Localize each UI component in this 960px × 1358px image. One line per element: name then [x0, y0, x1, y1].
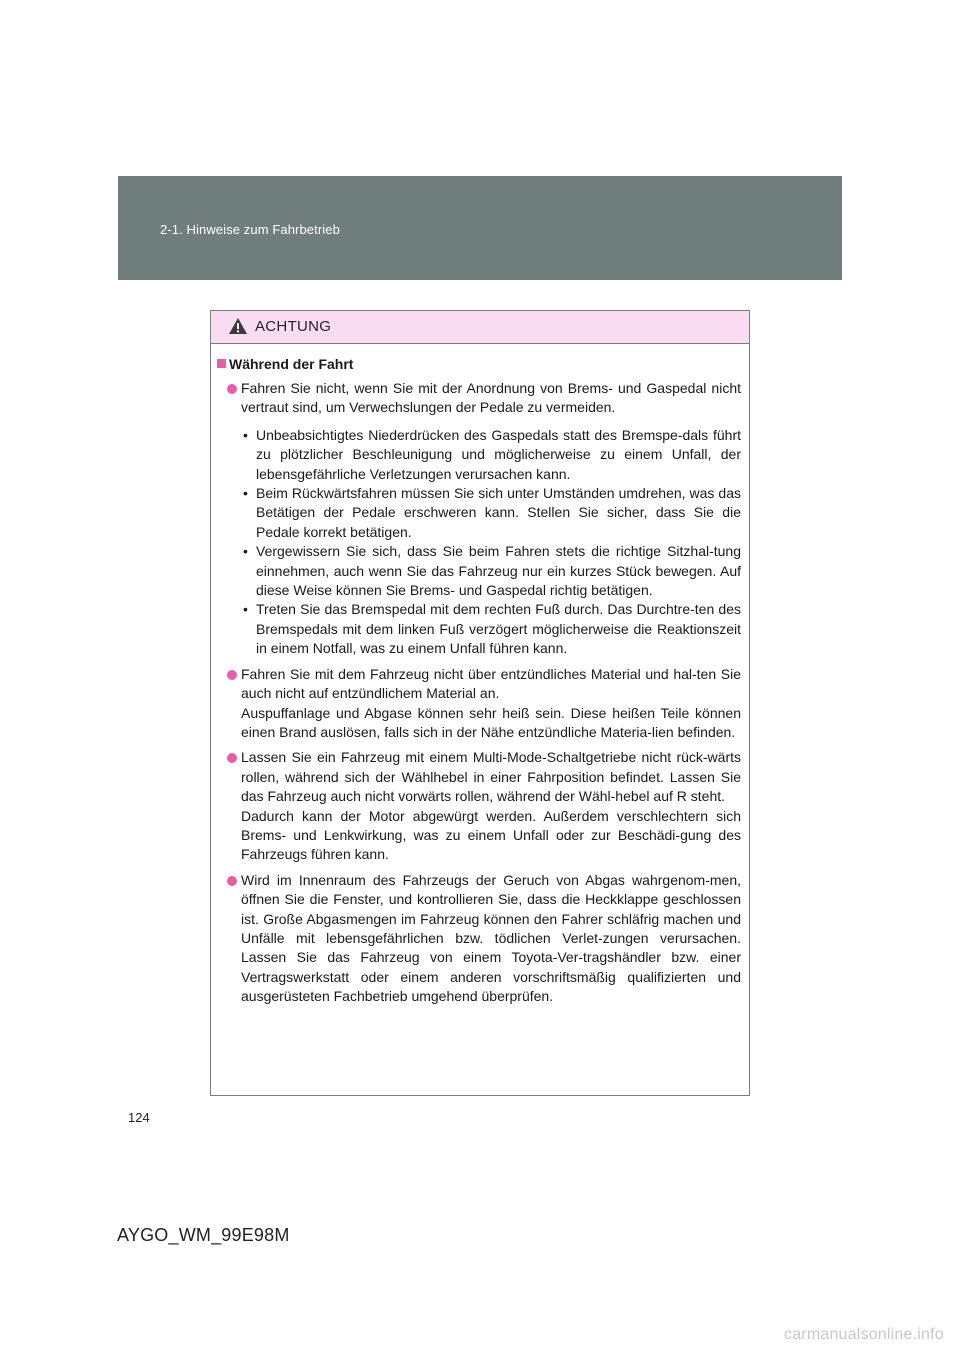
warning-point	[217, 748, 741, 864]
sub-list-item	[241, 426, 741, 484]
sub-item-text: Treten Sie das Bremspedal mit dem rechten Fuß durch. Das Durchtre-ten des Bremspedals mit dem linken Fuß verzögert möglicherweise die Reaktionszeit in einem Notfall, was zu einem Unfall führen kann.	[256, 601, 741, 657]
small-bullet-icon: •	[243, 485, 248, 502]
small-bullet-icon: •	[243, 543, 248, 560]
sub-list-item	[241, 542, 741, 600]
warning-point	[217, 379, 741, 659]
section-title: 2-1. Hinweise zum Fahrbetrieb	[160, 222, 340, 237]
warning-point	[217, 665, 741, 743]
sub-list	[241, 426, 741, 659]
point-paragraph: Fahren Sie mit dem Fahrzeug nicht über entzündliches Material und hal-ten Sie auch nicht auf entzündlichem Material an.	[241, 665, 741, 702]
warning-subheading	[217, 354, 741, 374]
point-paragraph: Auspuffanlage und Abgase können sehr heiß sein. Diese heißen Teile können einen Brand auslösen, falls sich in der Nähe entzündliche Materia-lien befinden.	[241, 704, 741, 740]
warning-body	[211, 344, 749, 1007]
warning-label: ACHTUNG	[255, 318, 332, 335]
point-paragraph: Dadurch kann der Motor abgewürgt werden. Außerdem verschlechtern sich Brems- und Lenkwirkung, was zu einem Unfall oder zur Beschädi-gung des Fahrzeugs führen kann.	[241, 807, 741, 863]
document-code: AYGO_WM_99E98M	[117, 1225, 290, 1245]
sub-item-text: Vergewissern Sie sich, dass Sie beim Fahren stets die richtige Sitzhal-tung einnehmen, auch wenn Sie das Fahrzeug nur ein kurzes Stück bewegen. Auf diese Weise können Sie Brems- und Gaspedal richtig betätigen.	[256, 543, 741, 599]
circle-bullet-icon	[227, 670, 237, 680]
warning-point	[217, 871, 741, 1007]
page-number: 124	[128, 1110, 150, 1125]
subheading-text: Während der Fahrt	[229, 356, 354, 372]
point-paragraph: Wird im Innenraum des Fahrzeugs der Geruch von Abgas wahrgenom-men, öffnen Sie die Fenster, und kontrollieren Sie, dass die Heckklappe geschlossen ist. Große Abgasmengen im Fahrzeug können den Fahrer schläfrig machen und Unfälle mit lebensgefährlichen bzw. tödlichen Verlet-zungen verursachen. Lassen Sie das Fahrzeug von einem Toyota-Ver-tragshändler bzw. einer Vertragswerkstatt oder einem anderen vorschriftsmäßig qualifizierten und ausgerüsteten Fachbetrieb umgehend überprüfen.	[241, 871, 741, 1005]
small-bullet-icon: •	[243, 426, 248, 443]
sub-item-text: Unbeabsichtigtes Niederdrücken des Gaspedals statt des Bremspe-dals führt zu plötzlicher Beschleunigung und möglicherweise zu einem Unfall, der lebensgefährliche Verletzungen verursachen kann.	[256, 426, 741, 482]
sub-list-item	[241, 600, 741, 658]
circle-bullet-icon	[227, 876, 237, 886]
point-paragraph: Lassen Sie ein Fahrzeug mit einem Multi-Mode-Schaltgetriebe nicht rück-wärts rollen, während sich der Wählhebel in einer Fahrposition befindet. Lassen Sie das Fahrzeug auch nicht vorwärts rollen, während der Wähl-hebel auf R steht.	[241, 749, 741, 805]
square-bullet-icon	[217, 359, 226, 368]
section-header-band	[118, 176, 842, 280]
sub-item-text: Beim Rückwärtsfahren müssen Sie sich unter Umständen umdrehen, was das Betätigen der Pedale erschweren kann. Stellen Sie sicher, dass Sie die Pedale korrekt betätigen.	[256, 485, 741, 540]
watermark: carmanualsonline.info	[784, 1326, 944, 1343]
warning-triangle-icon	[228, 317, 248, 335]
sub-list-item	[241, 484, 741, 542]
warning-box	[210, 310, 750, 1096]
circle-bullet-icon	[227, 753, 237, 763]
warning-header	[211, 311, 749, 344]
point-paragraph: Fahren Sie nicht, wenn Sie mit der Anordnung von Brems- und Gaspedal nicht vertraut sind, um Verwechslungen der Pedale zu vermeiden.	[241, 380, 741, 416]
small-bullet-icon: •	[243, 601, 248, 618]
circle-bullet-icon	[227, 384, 237, 394]
